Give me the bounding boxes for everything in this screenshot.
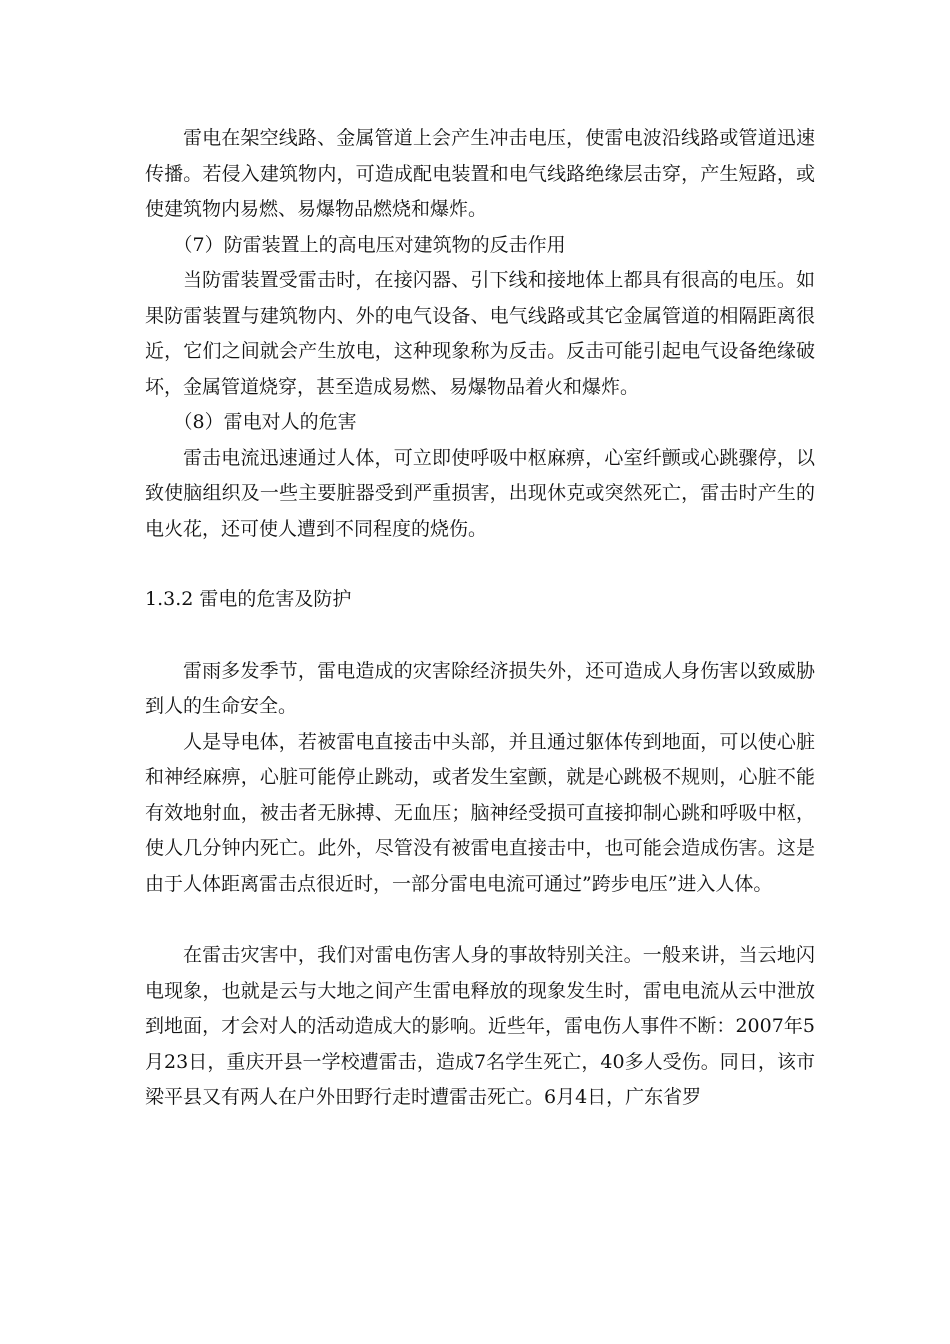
spacer (145, 547, 815, 582)
paragraph-lightning-casualties: 在雷击灾害中，我们对雷电伤害人身的事故特别关注。一般来讲，当云地闪电现象，也就是云与大地之间产生雷电释放的现象发生时，雷电电流从云中泄放到地面，才会对人的活动造成大的影响。近些年，雷电伤人事件不断：2007年5月23日，重庆开县一学校遭雷击，造成7名学生死亡，40多人受伤。同日，该市梁平县又有两人在户外田野行走时遭雷击死亡。6月4日，广东省罗 (145, 944, 815, 1108)
spacer (145, 618, 815, 654)
paragraph-thunderstorm-season: 雷雨多发季节，雷电造成的灾害除经济损失外，还可造成人身伤害以致威胁到人的生命安全。 (145, 659, 815, 717)
paragraph-back-flashover: 当防雷装置受雷击时，在接闪器、引下线和接地体上都具有很高的电压。如果防雷装置与建筑物内、外的电气设备、电气线路或其它金属管道的相隔距离很近，它们之间就会产生放电，这种现象称为反击。反击可能引起电气设备绝缘破坏，金属管道烧穿，甚至造成易燃、易爆物品着火和爆炸。 (145, 269, 815, 398)
section-heading: 1.3.2 雷电的危害及防护 (145, 588, 352, 610)
document-body (145, 121, 815, 1116)
spacer (145, 902, 815, 938)
item-8-heading: （8）雷电对人的危害 (173, 411, 357, 433)
paragraph-human-conductor: 人是导电体，若被雷电直接击中头部，并且通过躯体传到地面，可以使心脏和神经麻痹，心脏可能停止跳动，或者发生室颤，就是心跳极不规则，心脏不能有效地射血，被击者无脉搏、无血压；脑神经受损可直接抑制心跳和呼吸中枢，使人几分钟内死亡。此外，尽管没有被雷电直接击中，也可能会造成伤害。这是由于人体距离雷击点很近时，一部分雷电电流可通过”跨步电压”进入人体。 (145, 730, 815, 895)
item-7-heading: （7）防雷装置上的高电压对建筑物的反击作用 (173, 233, 566, 256)
paragraph-lightning-overvoltage: 雷电在架空线路、金属管道上会产生冲击电压，使雷电波沿线路或管道迅速传播。若侵入建筑物内，可造成配电装置和电气线路绝缘层击穿，产生短路，或使建筑物内易燃、易爆物品燃烧和爆炸。 (145, 127, 815, 220)
paragraph-harm-to-people: 雷击电流迅速通过人体，可立即使呼吸中枢麻痹，心室纤颤或心跳骤停，以致使脑组织及一些主要脏器受到严重损害，出现休克或突然死亡，雷击时产生的电火花，还可使人遭到不同程度的烧伤。 (145, 446, 815, 540)
